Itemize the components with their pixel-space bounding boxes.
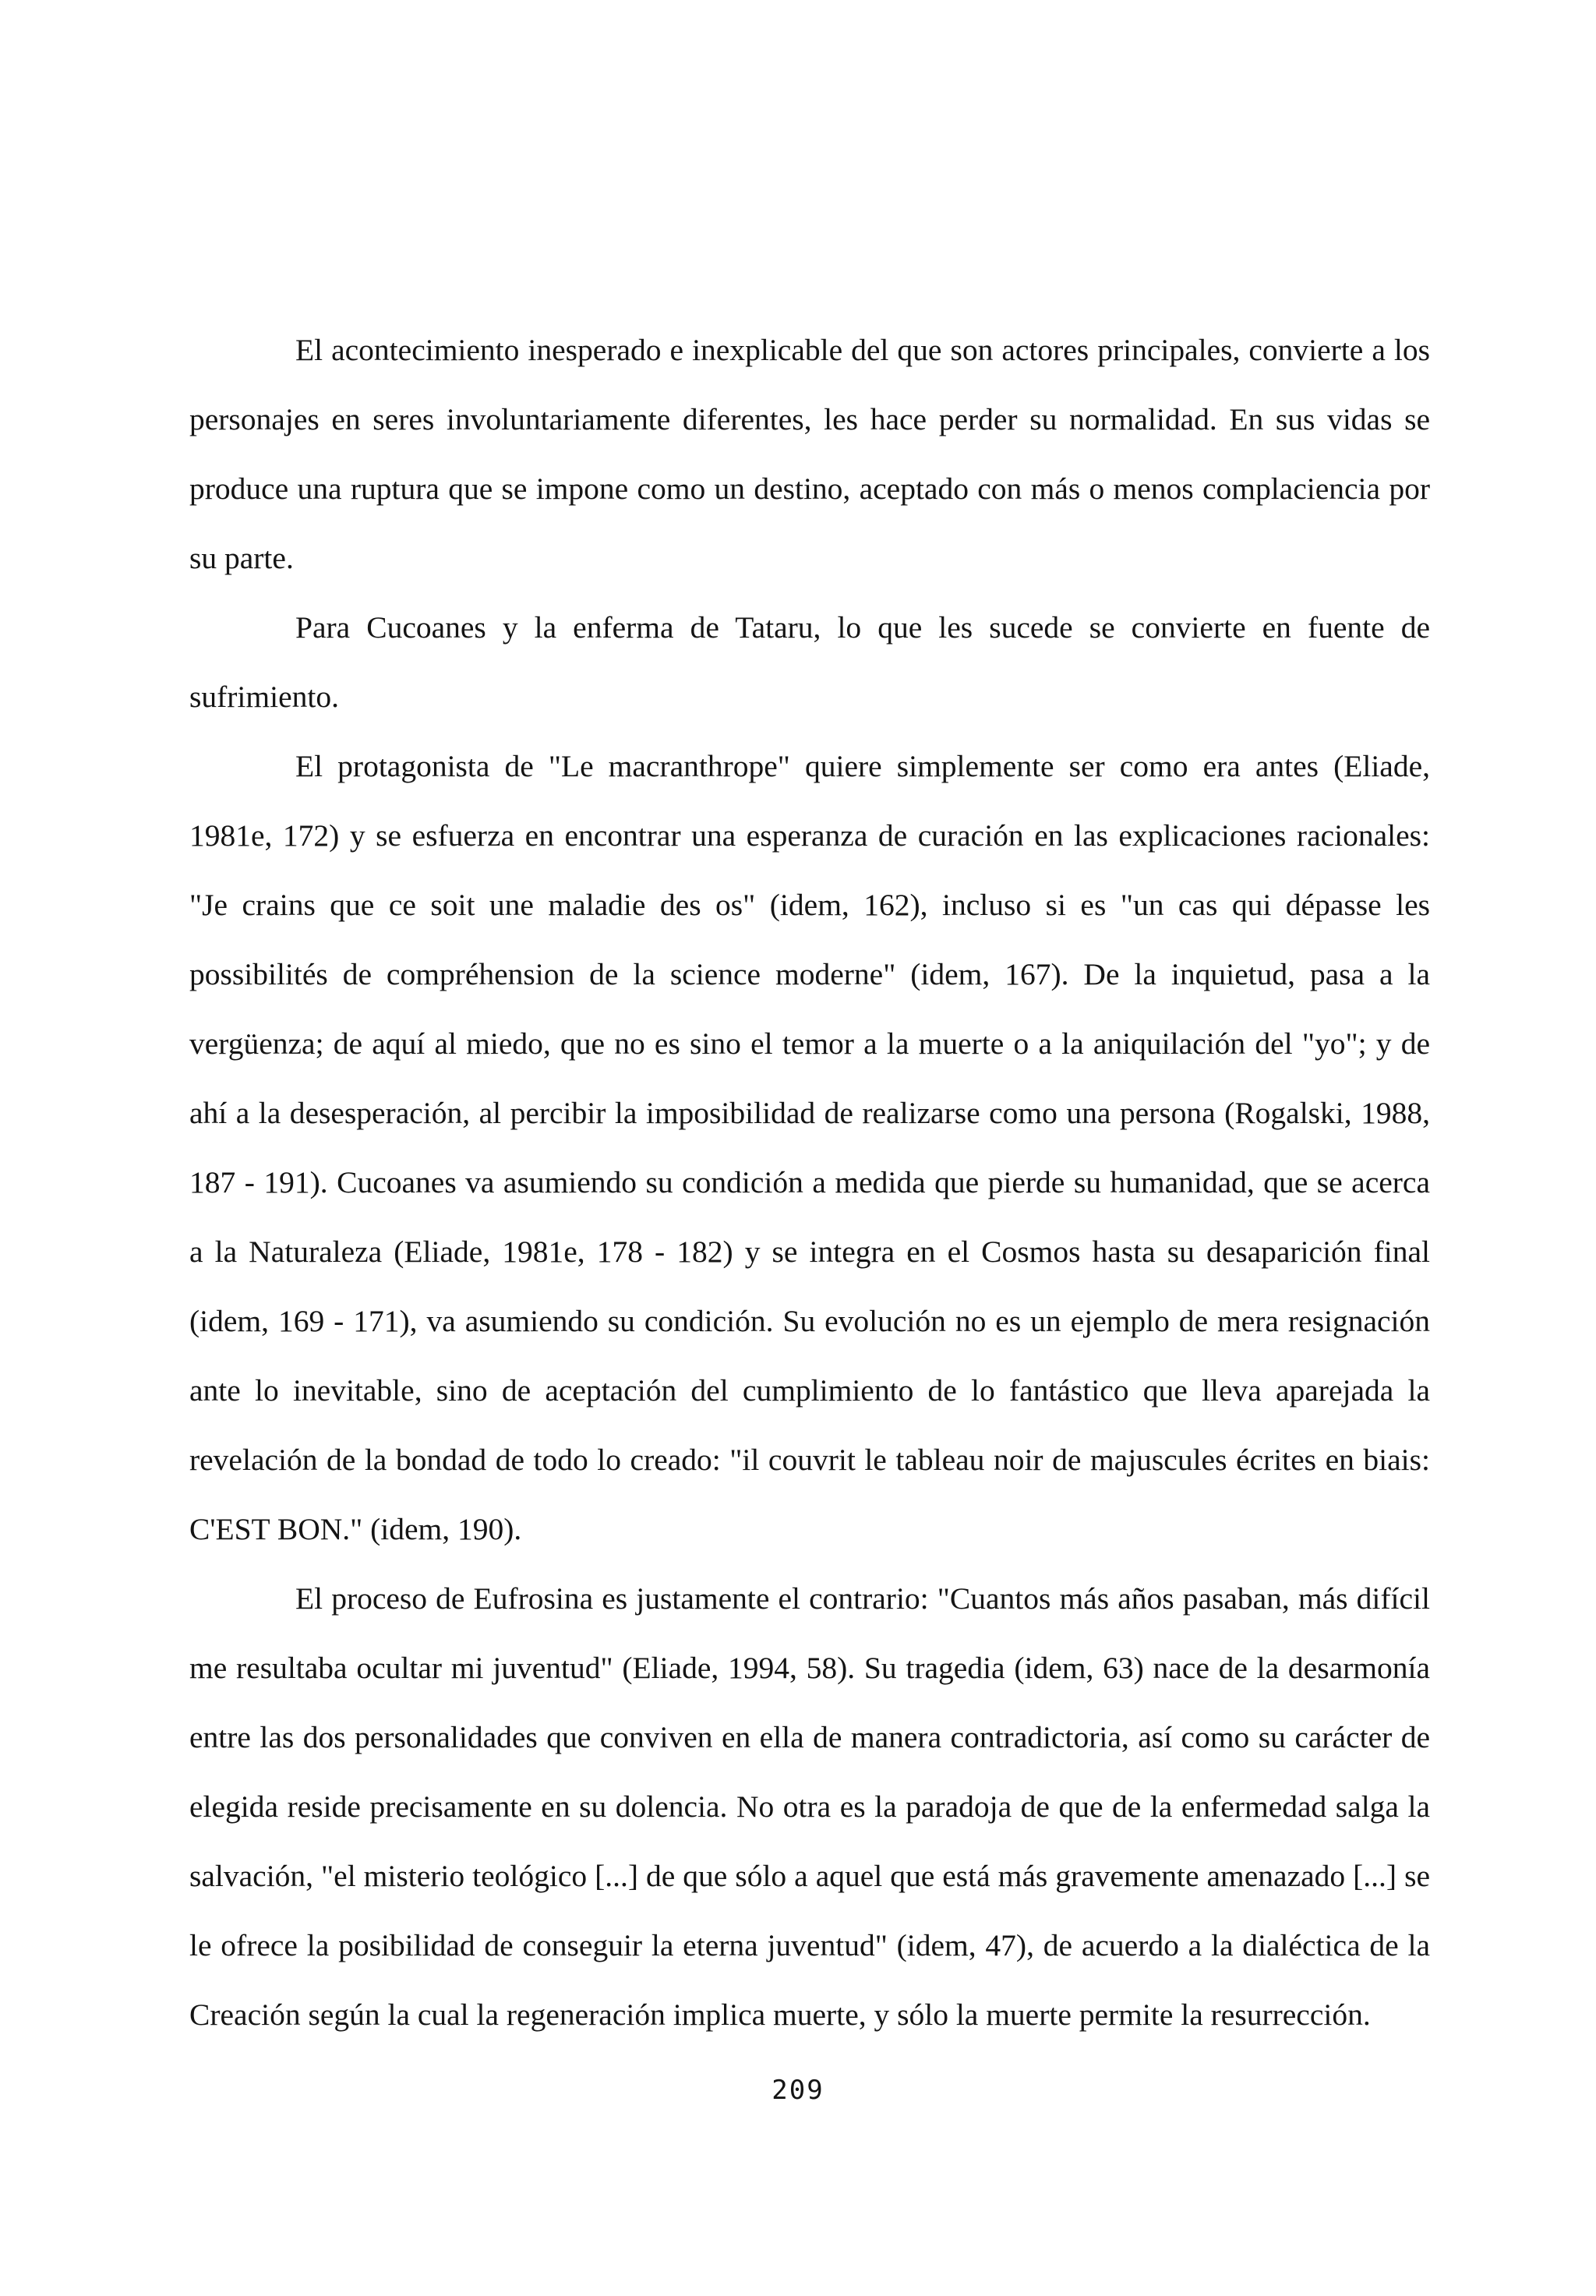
paragraph-1: El acontecimiento inesperado e inexplicable del que son actores principales, convierte a los personajes en seres involuntariamente diferentes, les hace perder su normalidad. En sus vidas se produce una ruptura que se impone como un destino, aceptado con más o menos complaciencia por su parte. <box>189 333 1430 575</box>
page-number: 209 <box>772 2075 824 2106</box>
paragraph-3: El protagonista de "Le macranthrope" quiere simplemente ser como era antes (Eliade, 1981e, 172) y se esfuerza en encontrar una esperanza de curación en las explicaciones racionales: "Je crains que ce soit une maladie des os" (idem, 162), incluso si es "un cas qui dépasse les possibilités de compréhension de la science moderne" (idem, 167). De la inquietud, pasa a la vergüenza; de aquí al miedo, que no es sino el temor a la muerte o a la aniquilación del "yo"; y de ahí a la desesperación, al percibir la imposibilidad de realizarse como una persona (Rogalski, 1988, 187 - 191). Cucoanes va asumiendo su condición a medida que pierde su humanidad, que se acerca a la Naturaleza (Eliade, 1981e, 178 - 182) y se integra en el Cosmos hasta su desaparición final (idem, 169 - 171), va asumiendo su condición. Su evolución no es un ejemplo de mera resignación ante lo inevitable, sino de aceptación del cumplimiento de lo fantástico que lleva aparejada la revelación de la bondad de todo lo creado: "il couvrit le tableau noir de majuscules écrites en biais: C'EST BON." (idem, 190). <box>189 749 1430 1546</box>
paragraph-4: El proceso de Eufrosina es justamente el contrario: "Cuantos más años pasaban, más difícil me resultaba ocultar mi juventud" (Eliade, 1994, 58). Su tragedia (idem, 63) nace de la desarmonía entre las dos personalidades que conviven en ella de manera contradictoria, así como su carácter de elegida reside precisamente en su dolencia. No otra es la paradoja de que de la enfermedad salga la salvación, "el misterio teológico [...] de que sólo a aquel que está más gravemente amenazado [...] se le ofrece la posibilidad de conseguir la eterna juventud" (idem, 47), de acuerdo a la dialéctica de la Creación según la cual la regeneración implica muerte, y sólo la muerte permite la resurrección. <box>189 1581 1430 2032</box>
paragraph-2: Para Cucoanes y la enferma de Tataru, lo que les sucede se convierte en fuente de sufrimiento. <box>189 610 1430 714</box>
body-text <box>189 316 1430 2050</box>
